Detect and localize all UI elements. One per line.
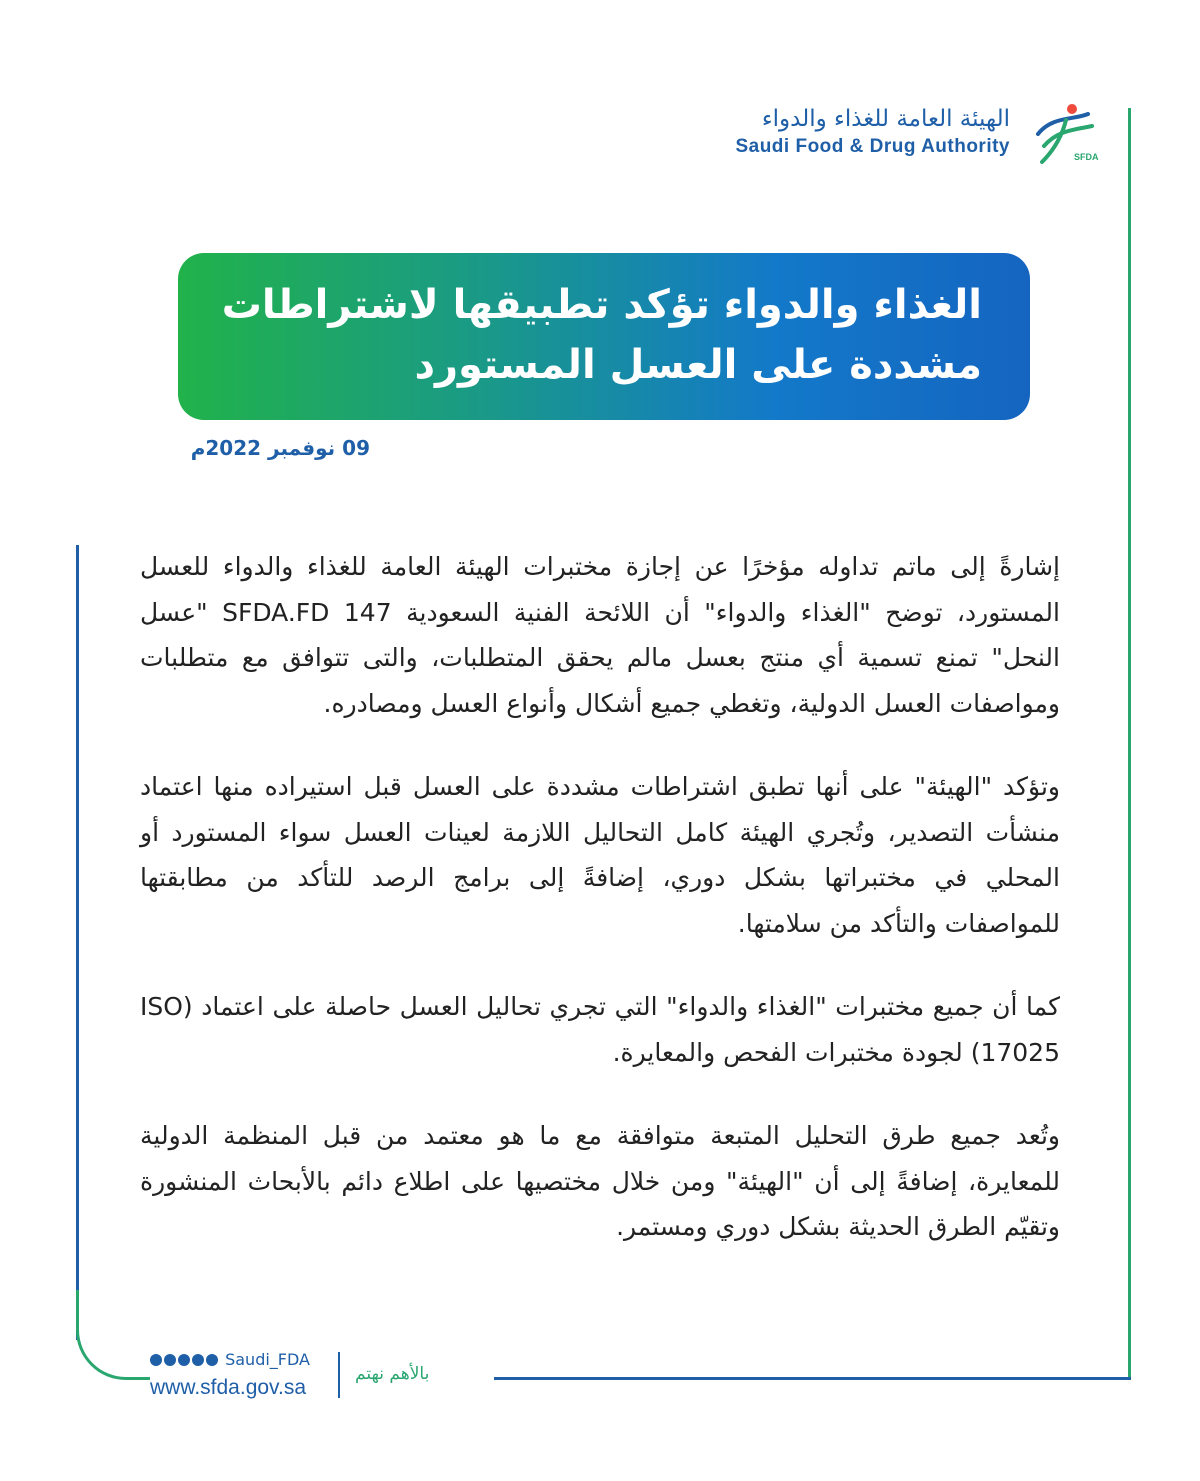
social-handle[interactable]: Saudi_FDA: [225, 1350, 310, 1369]
org-name-english: Saudi Food & Drug Authority: [735, 136, 1010, 157]
headline-banner: [178, 253, 1030, 420]
publish-date: 09 نوفمبر 2022م: [190, 436, 370, 460]
org-name-arabic: الهيئة العامة للغذاء والدواء: [761, 106, 1010, 132]
frame-corner-bottom-left: [76, 1290, 140, 1380]
twitter-icon[interactable]: [150, 1354, 162, 1366]
headline-line-2: مشددة على العسل المستورد: [414, 342, 982, 388]
instagram-icon[interactable]: [178, 1354, 190, 1366]
website-link[interactable]: www.sfda.gov.sa: [150, 1376, 307, 1399]
logo-text: [735, 104, 1010, 160]
social-handle-row: [150, 1350, 310, 1369]
slogan: بالأهم نهتم: [355, 1364, 430, 1384]
logo-badge: SFDA: [1074, 152, 1099, 162]
frame-line-right: [1128, 108, 1131, 1380]
paragraph-2: وتؤكد "الهيئة" على أنها تطبق اشتراطات مشددة على العسل قبل استيراده منها اعتماد منشأت التصدير، وتُجري الهيئة كامل التحاليل اللازمة لعينات العسل سواء المستورد أو المحلي في مختبراتها بشكل دوري، إضافةً إلى برامج الرصد للتأكد من مطابقتها للمواصفات والتأكد من سلامتها.: [140, 772, 1060, 938]
paragraph-3: كما أن جميع مختبرات "الغذاء والدواء" التي تجري تحاليل العسل حاصلة على اعتماد (ISO 17025) لجودة مختبرات الفحص والمعايرة.: [140, 992, 1060, 1067]
paragraph-4: وتُعد جميع طرق التحليل المتبعة متوافقة مع ما هو معتمد من قبل المنظمة الدولية للمعايرة، إضافةً إلى أن "الهيئة" ومن خلال مختصيها على اطلاع دائم بالأبحاث المنشورة وتقيّم الطرق الحديثة بشكل دوري ومستمر.: [140, 1121, 1060, 1241]
frame-line-left: [76, 545, 79, 1340]
frame-line-bottom: [494, 1377, 1131, 1380]
frame-line-bottom-short: [138, 1377, 150, 1380]
facebook-icon[interactable]: [206, 1354, 218, 1366]
headline-line-1: الغذاء والدواء تؤكد تطبيقها لاشتراطات: [221, 282, 982, 328]
sfda-emblem-icon: [1030, 100, 1100, 170]
footer-divider: [338, 1352, 340, 1398]
article-body: [140, 544, 1060, 1288]
youtube-icon[interactable]: [192, 1354, 204, 1366]
paragraph-1: إشارةً إلى ماتم تداوله مؤخرًا عن إجازة مختبرات الهيئة العامة للغذاء والدواء للعسل المستورد، توضح "الغذاء والدواء" أن اللائحة الفنية السعودية SFDA.FD 147 "عسل النحل" تمنع تسمية أي منتج بعسل مالم يحقق المتطلبات، والتى تتوافق مع متطلبات ومواصفات العسل الدولية، وتغطي جميع أشكال وأنواع العسل ومصادره.: [140, 552, 1060, 718]
snapchat-icon[interactable]: [164, 1354, 176, 1366]
sfda-logo: [700, 100, 1100, 170]
